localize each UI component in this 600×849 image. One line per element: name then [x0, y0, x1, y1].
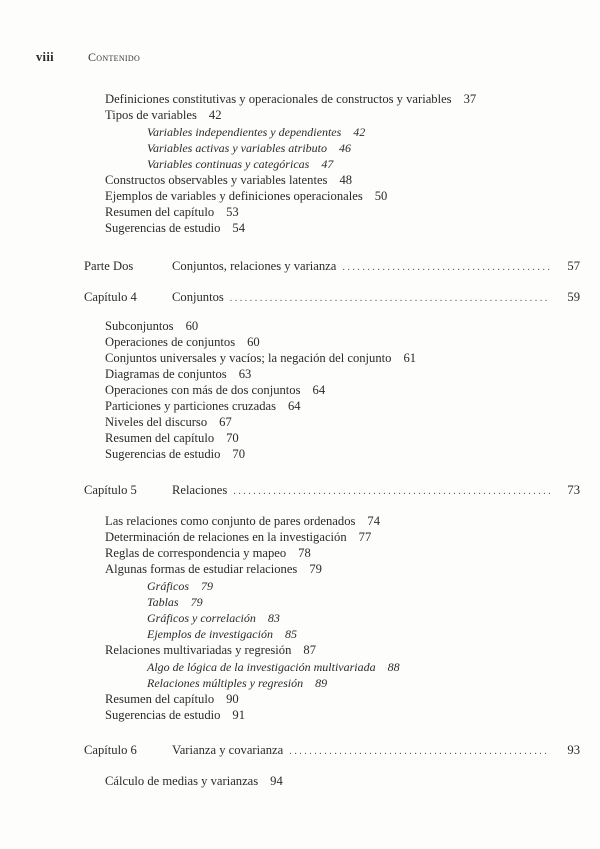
toc-subentry[interactable] — [147, 578, 213, 594]
toc-entry-page: 64 — [312, 383, 326, 397]
toc-entry-page: 63 — [238, 367, 252, 381]
toc-entry-page: 91 — [232, 708, 246, 722]
toc-entry-page: 70 — [226, 431, 239, 445]
toc-entry-text: Variables continuas y categóricas — [147, 157, 310, 171]
toc-entry[interactable] — [105, 350, 416, 366]
toc-entry-page: 78 — [298, 546, 311, 560]
toc-entry[interactable] — [105, 334, 260, 350]
toc-subentry[interactable] — [147, 626, 297, 642]
toc-entry-page: 89 — [315, 676, 328, 690]
toc-entry[interactable] — [105, 414, 232, 430]
toc-entry-text: Ejemplos de investigación — [147, 627, 273, 641]
toc-entry-text: Tipos de variables — [105, 108, 197, 122]
toc-entry-text: Conjuntos universales y vacíos; la negación del conjunto — [105, 351, 392, 365]
dot-leader — [233, 484, 550, 500]
toc-subentry[interactable] — [147, 675, 327, 691]
toc-entry-text: Reglas de correspondencia y mapeo — [105, 546, 287, 560]
toc-subentry[interactable] — [147, 140, 351, 156]
chapter-label: Capítulo 6 — [84, 743, 137, 757]
toc-subentry[interactable] — [147, 610, 280, 626]
toc-entry-page: 77 — [358, 530, 372, 544]
toc-entry[interactable] — [105, 773, 283, 789]
toc-entry-page: 79 — [190, 595, 203, 609]
toc-entry-page: 47 — [321, 157, 334, 171]
running-head — [36, 50, 141, 65]
page-number: viii — [36, 50, 54, 64]
toc-entry[interactable] — [105, 204, 239, 220]
toc-entry-page: 50 — [374, 189, 388, 203]
toc-entry-text: Relaciones multivariadas y regresión — [105, 643, 292, 657]
part-title: Conjuntos, relaciones y varianza — [172, 259, 337, 273]
toc-entry[interactable] — [105, 707, 245, 723]
toc-entry-page: 60 — [185, 319, 199, 333]
toc-entry-text: Cálculo de medias y varianzas — [105, 774, 259, 788]
toc-entry-text: Particiones y particiones cruzadas — [105, 399, 276, 413]
toc-entry-text: Operaciones de conjuntos — [105, 335, 236, 349]
toc-subentry[interactable] — [147, 124, 365, 140]
toc-chapter-6[interactable] — [84, 742, 580, 760]
toc-entry-page: 60 — [247, 335, 260, 349]
toc-subentry[interactable] — [147, 594, 203, 610]
toc-entry-text: Tablas — [147, 595, 179, 609]
toc-entry-text: Resumen del capítulo — [105, 431, 215, 445]
toc-entry-text: Gráficos — [147, 579, 189, 593]
toc-entry-text: Diagramas de conjuntos — [105, 367, 227, 381]
toc-entry-page: 53 — [226, 205, 239, 219]
toc-part-two[interactable] — [84, 258, 580, 276]
toc-entry-text: Relaciones múltiples y regresión — [147, 676, 304, 690]
toc-entry-text: Sugerencias de estudio — [105, 708, 221, 722]
toc-entry-text: Algo de lógica de la investigación multivariada — [147, 660, 376, 674]
toc-entry[interactable] — [105, 529, 371, 545]
toc-entry[interactable] — [105, 642, 316, 658]
toc-entry-page: 67 — [219, 415, 232, 429]
chapter-page: 93 — [567, 743, 580, 757]
toc-entry-text: Sugerencias de estudio — [105, 447, 221, 461]
toc-entry-page: 90 — [226, 692, 239, 706]
dot-leader — [342, 260, 550, 276]
toc-entry[interactable] — [105, 188, 387, 204]
toc-entry-text: Ejemplos de variables y definiciones operacionales — [105, 189, 363, 203]
toc-entry[interactable] — [105, 91, 476, 107]
toc-entry[interactable] — [105, 318, 198, 334]
toc-entry-page: 79 — [201, 579, 213, 593]
toc-entry-page: 85 — [284, 627, 297, 641]
chapter-title: Varianza y covarianza — [172, 743, 284, 757]
toc-entry-page: 88 — [387, 660, 400, 674]
chapter-title: Conjuntos — [172, 290, 224, 304]
chapter-page: 73 — [567, 483, 580, 497]
running-head-title: Contenido — [88, 50, 141, 64]
toc-entry[interactable] — [105, 366, 251, 382]
toc-entry-page: 83 — [267, 611, 280, 625]
chapter-page: 59 — [567, 290, 580, 304]
toc-entry-text: Las relaciones como conjunto de pares ordenados — [105, 514, 356, 528]
toc-entry[interactable] — [105, 513, 380, 529]
toc-entry-page: 37 — [463, 92, 477, 106]
toc-subentry[interactable] — [147, 659, 400, 675]
toc-entry-text: Resumen del capítulo — [105, 205, 215, 219]
toc-entry[interactable] — [105, 545, 311, 561]
toc-entry-page: 46 — [338, 141, 351, 155]
toc-chapter-5[interactable] — [84, 482, 580, 500]
toc-entry-page: 94 — [270, 774, 283, 788]
toc-entry[interactable] — [105, 446, 245, 462]
toc-chapter-4[interactable] — [84, 289, 580, 307]
chapter-title: Relaciones — [172, 483, 228, 497]
toc-entry-page: 54 — [232, 221, 246, 235]
toc-entry-page: 79 — [309, 562, 322, 576]
toc-entry[interactable] — [105, 382, 325, 398]
part-page: 57 — [567, 259, 580, 273]
toc-entry-text: Variables activas y variables atributo — [147, 141, 327, 155]
toc-entry-page: 74 — [367, 514, 380, 528]
toc-entry-text: Operaciones con más de dos conjuntos — [105, 383, 301, 397]
part-label: Parte Dos — [84, 259, 134, 273]
toc-entry-page: 61 — [403, 351, 417, 365]
toc-entry-page: 64 — [288, 399, 301, 413]
toc-entry-text: Gráficos y correlación — [147, 611, 256, 625]
toc-entry-text: Variables independientes y dependientes — [147, 125, 342, 139]
toc-subentry[interactable] — [147, 156, 333, 172]
toc-entry-text: Constructos observables y variables latentes — [105, 173, 328, 187]
toc-entry-text: Subconjuntos — [105, 319, 174, 333]
toc-entry[interactable] — [105, 107, 221, 123]
dot-leader — [289, 744, 550, 760]
toc-entry[interactable] — [105, 220, 245, 236]
toc-entry-page: 42 — [208, 108, 222, 122]
chapter-label: Capítulo 5 — [84, 483, 137, 497]
toc-entry[interactable] — [105, 691, 239, 707]
toc-entry-page: 42 — [353, 125, 366, 139]
toc-entry-page: 87 — [303, 643, 316, 657]
toc-entry-text: Niveles del discurso — [105, 415, 208, 429]
toc-entry-text: Definiciones constitutivas y operacionales de constructos y variables — [105, 92, 452, 106]
chapter-label: Capítulo 4 — [84, 290, 137, 304]
toc-entry[interactable] — [105, 172, 352, 188]
dot-leader — [230, 291, 550, 307]
toc-entry-page: 48 — [339, 173, 353, 187]
toc-entry[interactable] — [105, 430, 239, 446]
toc-entry-text: Sugerencias de estudio — [105, 221, 221, 235]
toc-entry-text: Algunas formas de estudiar relaciones — [105, 562, 298, 576]
toc-entry-text: Determinación de relaciones en la investigación — [105, 530, 347, 544]
toc-entry[interactable] — [105, 398, 301, 414]
toc-entry[interactable] — [105, 561, 322, 577]
toc-entry-text: Resumen del capítulo — [105, 692, 215, 706]
toc-entry-page: 70 — [232, 447, 246, 461]
